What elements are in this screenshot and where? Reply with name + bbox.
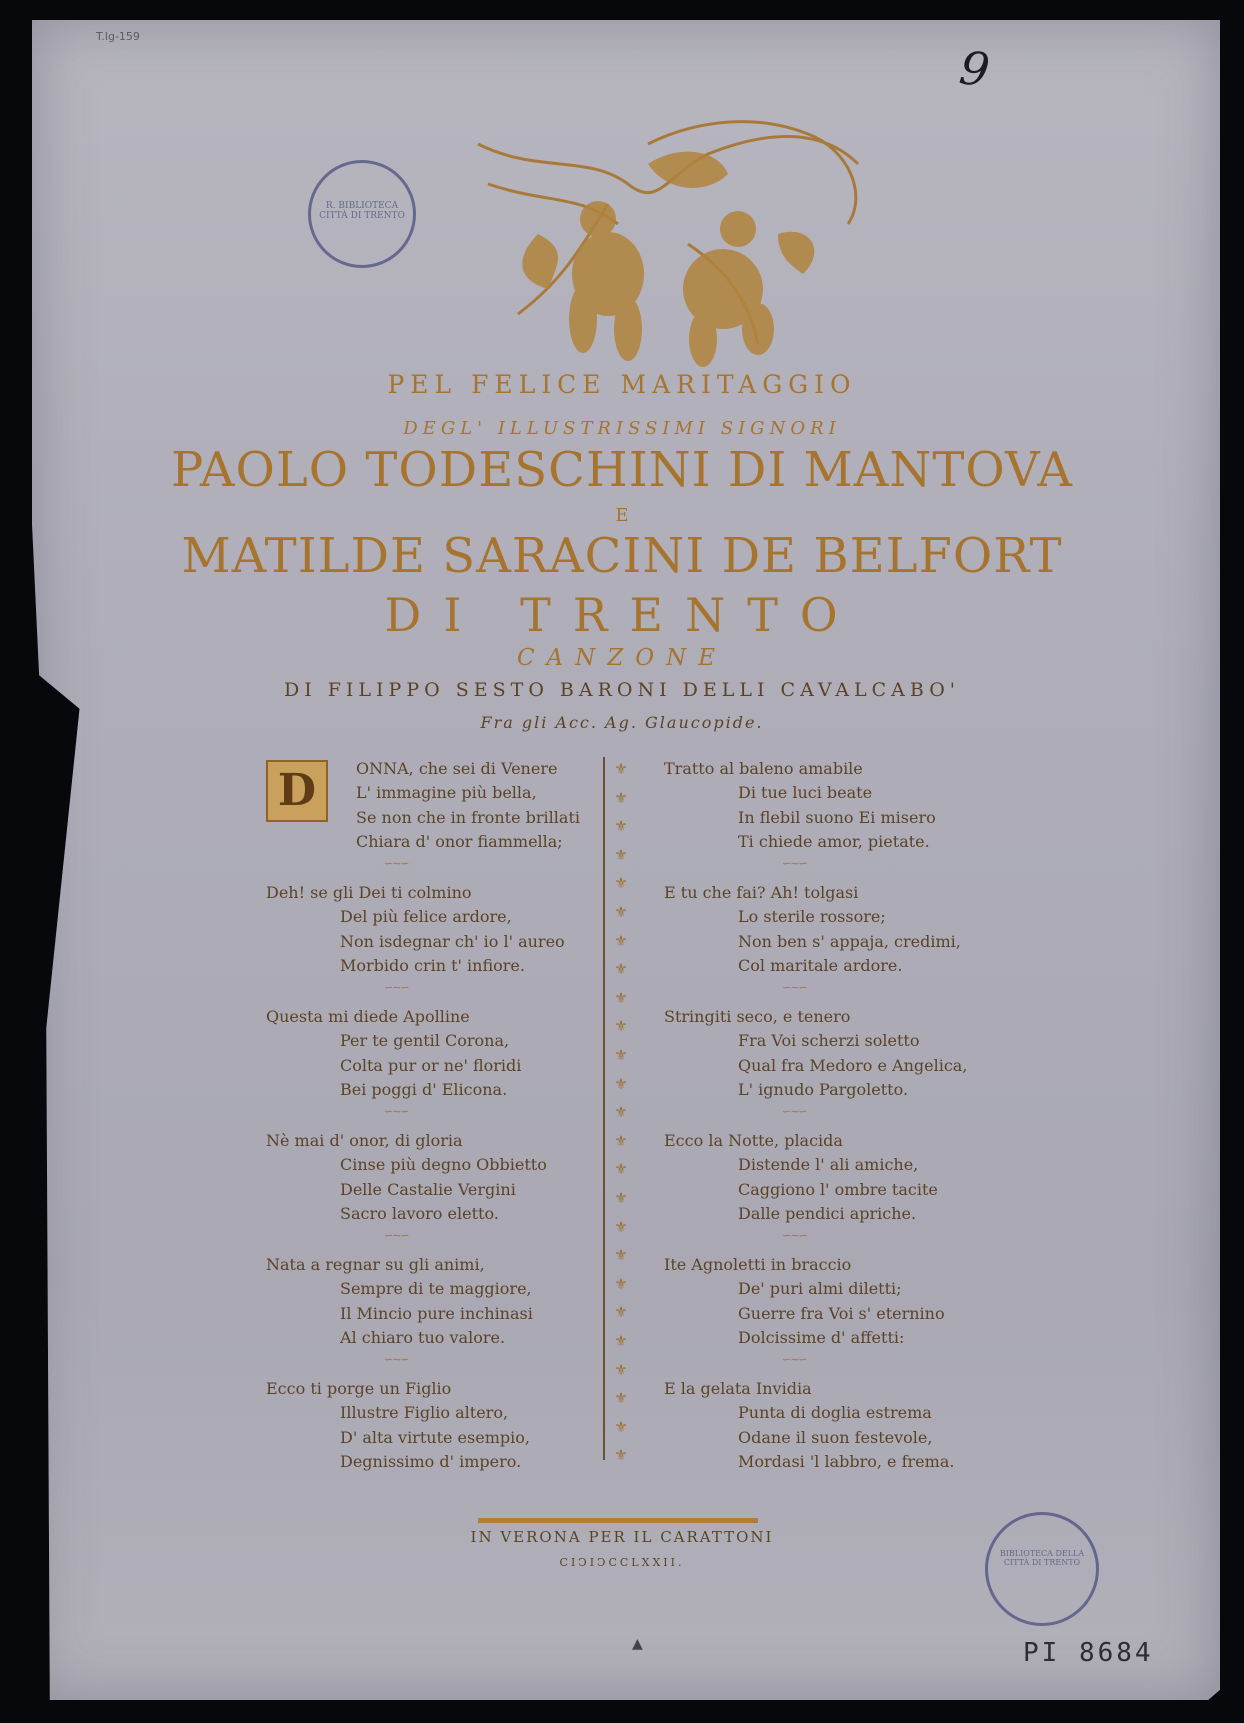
right-poem-column [664,757,994,1501]
genre-label: CANZONE [516,645,728,671]
verse-line: D' alta virtute esempio, [340,1427,530,1447]
stanza [664,1377,994,1501]
verse-line: E la gelata Invidia [664,1379,812,1398]
verse-line: Bei poggi d' Elicona. [340,1079,508,1099]
footer-mark: ▲ [632,1636,643,1652]
floret-ornament: ⚜ [614,1332,628,1350]
stanza [266,1005,586,1129]
floret-ornament: ⚜ [614,760,628,778]
floret-ornament: ⚜ [614,1360,628,1379]
floret-ornament: ⚜ [614,903,628,921]
stanza [266,757,586,881]
verse-line: E tu che fai? Ah! tolgasi [664,883,859,902]
verse-line: Delle Castalie Vergini [340,1179,516,1199]
verse-line: Non ben s' appaja, credimi, [738,931,961,951]
verse-line: Caggiono l' ombre tacite [738,1179,938,1199]
verse-line: Lo sterile rossore; [738,907,886,927]
conjunction: E [615,505,629,526]
verse-line: Mordasi 'l labbro, e frema. [738,1451,955,1471]
verse-line: Degnissimo d' impero. [340,1451,522,1471]
stanza-ornament: ∽∼∽ [384,1105,409,1119]
floret-ornament: ⚜ [614,931,628,950]
academy-line: Fra gli Acc. Ag. Glaucopide. [480,713,764,732]
verse-line: Guerre fra Voi s' eternino [738,1303,945,1323]
verse-line: Del più felice ardore, [340,907,512,927]
verse-line: Sacro lavoro eletto. [340,1203,499,1223]
floret-ornament: ⚜ [614,1389,628,1408]
verse-line: Tratto al baleno amabile [664,759,863,778]
verse-line: Morbido crin t' infiore. [340,955,525,975]
verse-line: Nè mai d' onor, di gloria [266,1131,463,1150]
stanza [664,881,994,1005]
stanza-ornament: ∽∼∽ [384,981,409,995]
verse-line: Colta pur or ne' floridi [340,1055,522,1075]
imprint-date: CIↃIↃCCLXXII. [559,1556,685,1569]
verse-line: Ecco la Notte, placida [664,1131,843,1150]
verse-line: Chiara d' onor fiammella; [356,831,563,851]
stanza [664,1129,994,1253]
bride-name: MATILDE SARACINI DE BELFORT [181,528,1063,584]
stanza [266,1129,586,1253]
floret-ornament: ⚜ [614,1446,628,1465]
title-line-1: PEL FELICE MARITAGGIO [387,370,857,399]
verse-line: Il Mincio pure inchinasi [340,1303,533,1323]
verse-line: Odane il suon festevole, [738,1427,933,1447]
library-stamp-top [308,160,416,268]
stanza [664,1253,994,1377]
floret-ornament: ⚜ [614,1274,628,1293]
putti-vignette [458,114,888,372]
left-poem-column [266,757,586,1501]
verse-line: Stringiti seco, e tenero [664,1007,851,1026]
floret-ornament: ⚜ [614,1303,628,1322]
library-stamp-bottom [985,1512,1099,1626]
verse-line: Dolcissime d' affetti: [738,1327,905,1347]
stanza [664,757,994,881]
stanza-ornament: ∽∼∽ [384,857,409,871]
verse-line: Al chiaro tuo valore. [340,1327,506,1347]
floret-ornament: ⚜ [614,874,628,893]
floret-ornament: ⚜ [614,788,628,807]
verse-line: Ecco ti porge un Figlio [266,1379,452,1398]
floret-ornament: ⚜ [614,1046,628,1064]
verse-line: Dalle pendici apriche. [738,1203,917,1223]
stanza-ornament: ∽∼∽ [782,1353,807,1367]
verse-line: ONNA, che sei di Venere [356,759,558,778]
verse-line: Col maritale ardore. [738,955,903,975]
verse-line: Illustre Figlio altero, [340,1403,509,1423]
floret-ornament: ⚜ [614,817,628,836]
floret-ornament: ⚜ [614,988,628,1007]
verse-line: Ite Agnoletti in braccio [664,1255,852,1274]
stanza-ornament: ∽∼∽ [384,1353,409,1367]
stanza-ornament: ∽∼∽ [782,981,807,995]
verse-line: Questa mi diede Apolline [266,1007,470,1026]
verse-line: Nata a regnar su gli animi, [266,1255,485,1274]
initial-letter: D [277,765,317,816]
verse-line: Per te gentil Corona, [340,1031,510,1051]
verse-line: Se non che in fronte brillati [356,807,580,827]
folio-number: 9 [956,40,993,98]
floret-ornament: ⚜ [614,1417,628,1436]
stamp-text-bottom: BIBLIOTECA DELLA CITTÀ DI TRENTO [999,1549,1085,1567]
floret-ornament: ⚜ [614,1160,628,1179]
verse-line: Non isdegnar ch' io l' aureo [340,931,565,951]
title-line-2: DEGL' ILLUSTRISSIMI SIGNORI [403,418,841,439]
verse-line: Sempre di te maggiore, [340,1279,532,1299]
stanza [266,1377,586,1501]
stanza [266,881,586,1005]
imprint-place: IN VERONA PER IL CARATTONI [470,1528,774,1546]
verse-line: Qual fra Medoro e Angelica, [738,1055,968,1075]
floret-ornament: ⚜ [614,1074,628,1093]
imprint-rule [478,1518,758,1523]
stanza [664,1005,994,1129]
verse-line: L' immagine più bella, [356,783,537,803]
floret-ornament: ⚜ [614,1246,628,1265]
shelfmark-note: T.lg-159 [96,30,140,43]
archive-number: PI 8684 [1023,1638,1154,1668]
floret-ornament: ⚜ [614,1217,628,1236]
bride-city: DI TRENTO [384,588,860,642]
verse-line: Cinse più degno Obbietto [340,1155,547,1175]
verse-line: L' ignudo Pargoletto. [738,1079,909,1099]
verse-line: Fra Voi scherzi soletto [738,1031,920,1051]
stanza [266,1253,586,1377]
stanza-ornament: ∽∼∽ [782,1229,807,1243]
stamp-text: R. BIBLIOTECA CITTÀ DI TRENTO [319,201,405,221]
groom-name: PAOLO TODESCHINI DI MANTOVA [170,442,1074,498]
floret-ornament: ⚜ [614,1131,628,1150]
author-line: DI FILIPPO SESTO BARONI DELLI CAVALCABO' [283,679,961,701]
floret-ornament: ⚜ [614,1189,628,1207]
stanza-ornament: ∽∼∽ [384,1229,409,1243]
floret-ornament: ⚜ [614,1103,628,1122]
verse-line: Deh! se gli Dei ti colmino [266,883,472,902]
verse-line: Punta di doglia estrema [738,1403,932,1423]
stanza-ornament: ∽∼∽ [782,1105,807,1119]
stanza-ornament: ∽∼∽ [782,857,807,871]
verse-line: Ti chiede amor, pietate. [738,831,930,851]
verse-line: Distende l' ali amiche, [738,1155,919,1175]
verse-line: In flebil suono Ei misero [738,807,936,827]
verse-line: De' puri almi diletti; [738,1279,902,1299]
verse-line: Di tue luci beate [738,783,873,803]
floret-ornament: ⚜ [614,845,628,864]
column-divider [603,757,605,1460]
floret-ornament: ⚜ [614,960,628,979]
floret-ornament: ⚜ [614,1017,628,1036]
